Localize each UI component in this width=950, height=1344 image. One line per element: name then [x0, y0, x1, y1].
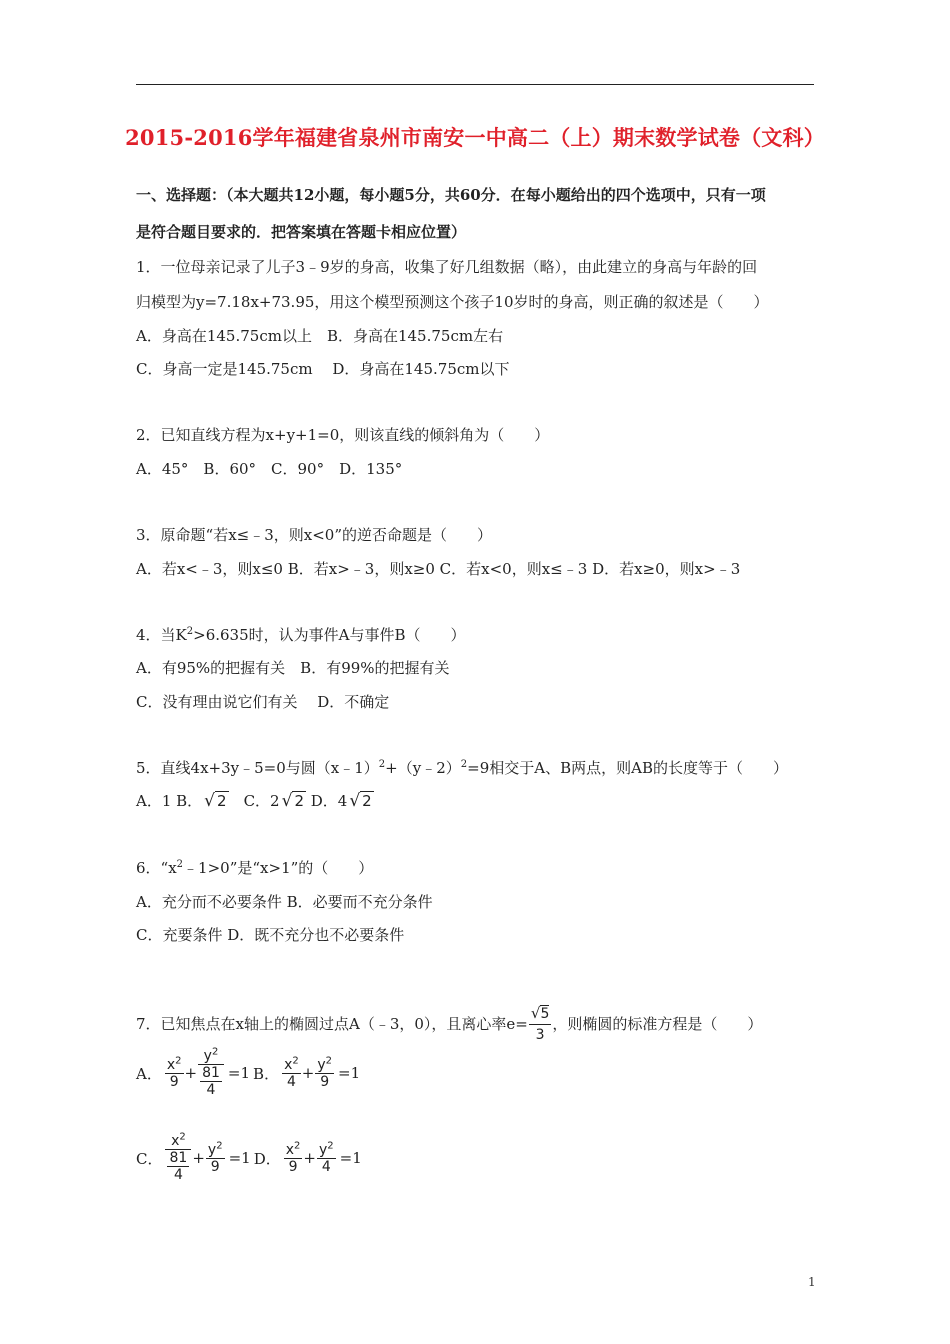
sqrt-2-a: √ 2	[204, 791, 227, 811]
q7-stem: 7．已知焦点在x轴上的椭圆过点A（﹣3，0），且离心率e= $\frac{√5}{3}$ ，则椭圆的标准方程是（ ）	[136, 1004, 763, 1043]
q4-stem: 4．当$K^2>6.635$时，认为事件A与事件B（ ）	[136, 626, 466, 644]
sqrt-2-c: √ 2	[281, 791, 304, 811]
q1-stem-line1: 1．一位母亲记录了儿子3﹣9岁的身高，收集了好几组数据（略），由此建立的身高与年龄的回	[136, 258, 758, 276]
q2-options: A．45° B．60° C．90° D．135°	[136, 460, 403, 478]
q5-options: A．1 B． √ 2 C．2 √ 2 D．4 √ 2	[136, 791, 372, 811]
q6-options-ab: A．充分而不必要条件 B．必要而不充分条件	[136, 893, 433, 911]
sqrt-2-d: √ 2	[349, 791, 372, 811]
q7-options-cd: C． $\frac{x^2}{\frac{81}{4}}$ + $\frac{y^2}{9}$ =1 D． $\frac{x^2}{9}$ + $\frac{y^2}{4}$ =1	[136, 1131, 362, 1183]
q1-stem-line2: 归模型为y=7.18x+73.95，用这个模型预测这个孩子10岁时的身高，则正确的叙述是（ ）	[136, 293, 769, 311]
q4-options-ab: A．有95%的把握有关 B．有99%的把握有关	[136, 659, 450, 677]
q4-options-cd: C．没有理由说它们有关 D．不确定	[136, 693, 390, 711]
q5-stem: 5．直线4x+3y﹣5=0与圆（x﹣1）$^2$+（y﹣2）$^2$=9相交于A、B两点，则AB的长度等于（ ）	[136, 759, 788, 777]
eccentricity-fraction: $\frac{√5}{3}$	[530, 1004, 550, 1043]
section-heading-line1: 一、选择题：（本大题共12小题，每小题5分，共60分．在每小题给出的四个选项中，只有一项	[136, 186, 766, 204]
q2-stem: 2．已知直线方程为x+y+1=0，则该直线的倾斜角为（ ）	[136, 426, 550, 444]
q3-stem: 3．原命题“若x≤﹣3，则x<0”的逆否命题是（ ）	[136, 526, 493, 544]
q3-options: A．若x<﹣3，则x≤0 B．若x>﹣3，则x≥0 C．若x<0，则x≤﹣3 D．若x≥0，则x>﹣3	[136, 560, 741, 578]
q6-options-cd: C．充要条件 D．既不充分也不必要条件	[136, 926, 405, 944]
section-heading-line2: 是符合题目要求的．把答案填在答题卡相应位置）	[136, 223, 467, 241]
page-title: 2015-2016学年福建省泉州市南安一中高二（上）期末数学试卷（文科）	[125, 125, 825, 150]
q7-options-ab: A． $\frac{x^2}{9}$ + $\frac{y^2}{\frac{81}{4}}$ =1 B． $\frac{x^2}{4}$ + $\frac{y^2}{9}$ =1	[136, 1046, 361, 1098]
q1-options-ab: A．身高在145.75cm以上 B．身高在145.75cm左右	[136, 327, 504, 345]
q1-options-cd: C．身高一定是145.75cm D．身高在145.75cm以下	[136, 360, 510, 378]
page-number: 1	[808, 1275, 816, 1289]
q6-stem: 6．“$x^2﹣1>0$”是“x>1”的（ ）	[136, 859, 374, 877]
header-rule	[136, 84, 814, 85]
